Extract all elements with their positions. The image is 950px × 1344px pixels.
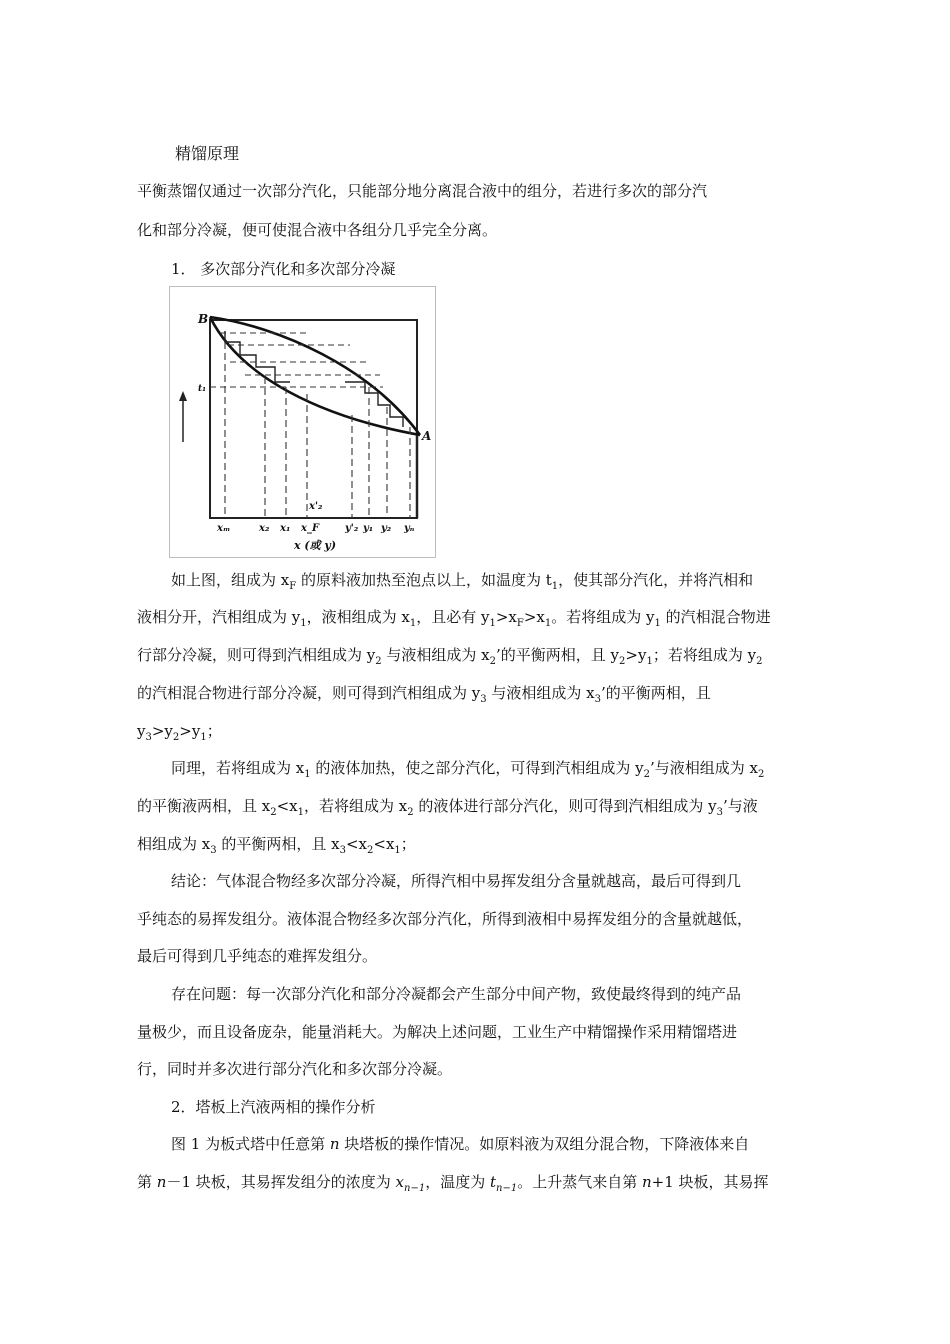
- label-a: A: [422, 429, 432, 443]
- problems-line-3: 行，同时并多次进行部分汽化和多次部分冷凝。: [137, 1060, 453, 1078]
- intro-line-2: 化和部分冷凝，便可使混合液中各组分几乎完全分离。: [137, 221, 498, 239]
- tick-label: y'₂: [345, 523, 359, 534]
- conclusion-line-1: 结论：气体混合物经多次部分冷凝，所得汽相中易挥发组分含量就越高，最后可得到几: [171, 872, 742, 890]
- conclusion-line-3: 最后可得到几乎纯态的难挥发组分。: [137, 947, 378, 965]
- tick-label: x_F: [301, 523, 320, 534]
- para1-line-1: 如上图，组成为 $x_F$ 的原料液加热至泡点以上，如温度为 $t_1$，使其部分汽化，并将汽相和: [171, 571, 754, 592]
- section2-line-2: 第 n－1 块板，其易挥发组分的浓度为 $x_{n-1}$，温度为 $t_{n-1}$。上升蒸气来自第 n+1 块板，其易挥: [137, 1173, 769, 1194]
- tick-label: yₙ: [404, 523, 415, 534]
- section2-line-1: 图 1 为板式塔中任意第 n 块塔板的操作情况。如原料液为双组分混合物，下降液体来自: [171, 1135, 750, 1153]
- tick-label: x₂: [259, 523, 270, 534]
- x-axis-title: x (或 y): [294, 539, 337, 552]
- intro-line-1: 平衡蒸馏仅通过一次部分汽化，只能部分地分离混合液中的组分，若进行多次的部分汽: [137, 182, 708, 200]
- para1-line-4: 的汽相混合物进行部分冷凝，则可得到汽相组成为 $y_3$ 与液相组成为 $x_3$’的平衡两相，且: [137, 684, 711, 705]
- page-title: 精馏原理: [175, 144, 240, 163]
- dew-point-curve: [210, 317, 420, 435]
- tick-label: x₁: [280, 523, 291, 534]
- para2-line-1: 同理，若将组成为 $x_1$ 的液体加热，使之部分汽化，可得到汽相组成为 $y_2$’与液相组成为 $x_2$: [171, 759, 765, 780]
- para2-line-2: 的平衡液两相，且 $x_2<x_1$，若将组成为 $x_2$ 的液体进行部分汽化，则可得到汽相组成为 $y_3$’与液: [137, 797, 758, 818]
- label-x2-prime: x'₂: [309, 501, 323, 512]
- tick-label: y₂: [381, 523, 392, 534]
- para1-line-3: 行部分冷凝，则可得到汽相组成为 $y_2$ 与液相组成为 $x_2$’的平衡两相，且 $y_2>y_1$；若将组成为 $y_2$: [137, 646, 763, 667]
- bubble-point-curve: [210, 317, 420, 435]
- phase-diagram-figure: [169, 286, 436, 558]
- para1-line-2: 液相分开，汽相组成为 $y_1$，液相组成为 $x_1$，且必有 $y_1>x_F>x_1$。若将组成为 $y_1$ 的汽相混合物进: [137, 608, 771, 629]
- t-axis-arrowhead: [179, 391, 187, 401]
- problems-line-1: 存在问题：每一次部分汽化和部分冷凝都会产生部分中间产物，致使最终得到的纯产品: [171, 985, 742, 1003]
- section-2-heading: 2．塔板上汽液两相的操作分析: [171, 1098, 376, 1116]
- tick-label: xₘ: [217, 523, 231, 534]
- phase-diagram: [170, 287, 435, 557]
- para1-line-5: $y_3>y_2>y_1$；: [137, 722, 222, 743]
- problems-line-2: 量极少，而且设备庞杂，能量消耗大。为解决上述问题，工业生产中精馏操作采用精馏塔进: [137, 1023, 738, 1041]
- tick-label: y₁: [363, 523, 374, 534]
- para2-line-3: 相组成为 $x_3$ 的平衡两相，且 $x_3<x_2<x_1$；: [137, 835, 416, 856]
- label-b: B: [198, 312, 209, 326]
- conclusion-line-2: 乎纯态的易挥发组分。液体混合物经多次部分汽化，所得到液相中易挥发组分的含量就越低，: [137, 910, 753, 928]
- label-t1: t₁: [198, 384, 207, 394]
- x-tick-labels: [216, 523, 415, 534]
- section-1-heading: 1． 多次部分汽化和多次部分冷凝: [171, 260, 396, 278]
